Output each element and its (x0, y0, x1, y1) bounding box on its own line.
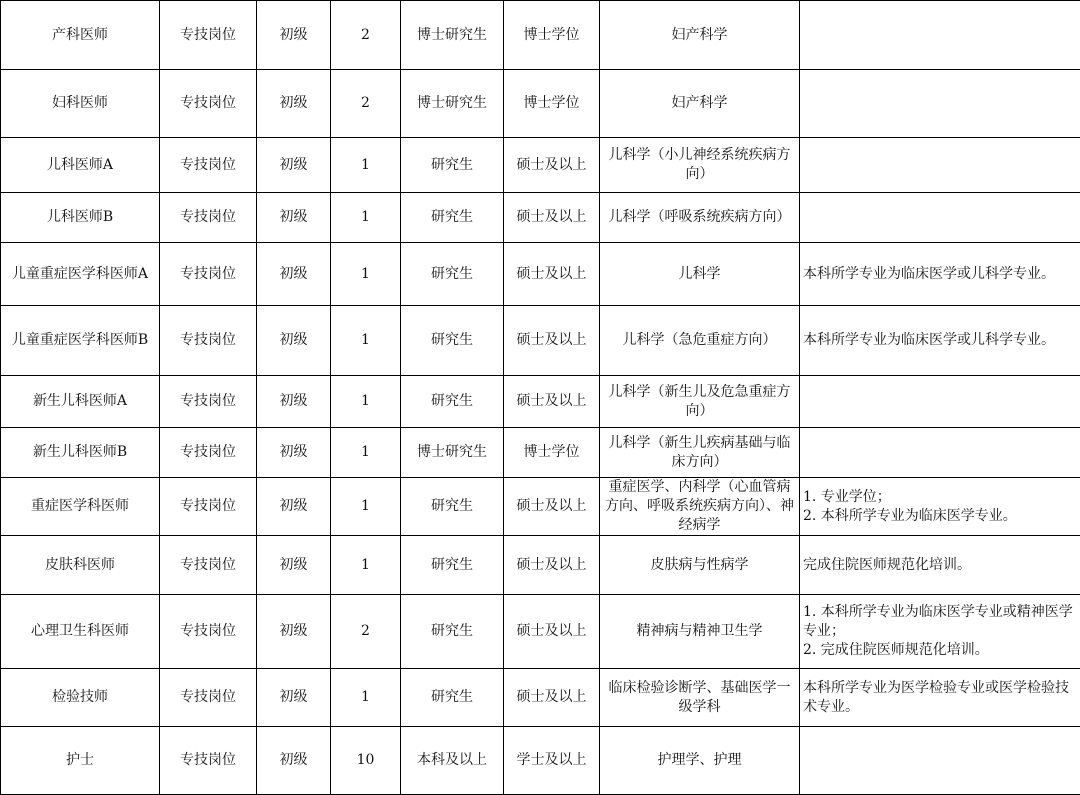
degree-cell: 博士学位 (504, 428, 600, 478)
education-cell: 研究生 (401, 193, 504, 243)
note-cell: 本科所学专业为医学检验专业或医学检验技术专业。 (800, 669, 1080, 727)
note-cell: 本科所学专业为临床医学或儿科学专业。 (800, 243, 1080, 306)
count-cell: 2 (331, 70, 401, 138)
table-row (1, 243, 1080, 306)
position-cell: 心理卫生科医师 (1, 595, 160, 669)
degree-cell: 硕士及以上 (504, 478, 600, 536)
degree-cell: 博士学位 (504, 70, 600, 138)
note-cell (800, 428, 1080, 478)
table-row (1, 669, 1080, 727)
position-cell: 妇科医师 (1, 70, 160, 138)
level-cell: 初级 (257, 243, 331, 306)
note-cell: 1. 专业学位； 2. 本科所学专业为临床医学专业。 (800, 478, 1080, 536)
education-cell: 博士研究生 (401, 70, 504, 138)
education-cell: 研究生 (401, 595, 504, 669)
degree-cell: 硕士及以上 (504, 306, 600, 376)
level-cell: 初级 (257, 70, 331, 138)
position-cell: 重症医学科医师 (1, 478, 160, 536)
count-cell: 1 (331, 376, 401, 428)
note-cell (800, 1, 1080, 70)
table-body (1, 1, 1080, 795)
position-cell: 儿科医师A (1, 138, 160, 193)
level-cell: 初级 (257, 478, 331, 536)
category-cell: 专技岗位 (160, 1, 257, 70)
category-cell: 专技岗位 (160, 478, 257, 536)
major-cell: 妇产科学 (600, 70, 800, 138)
table-row (1, 727, 1080, 795)
major-cell: 儿科学 (600, 243, 800, 306)
education-cell: 博士研究生 (401, 428, 504, 478)
major-cell: 重症医学、内科学（心血管病方向、呼吸系统疾病方向）、神经病学 (600, 478, 800, 536)
education-cell: 研究生 (401, 138, 504, 193)
major-cell: 儿科学（呼吸系统疾病方向） (600, 193, 800, 243)
major-cell: 精神病与精神卫生学 (600, 595, 800, 669)
note-cell: 完成住院医师规范化培训。 (800, 536, 1080, 595)
category-cell: 专技岗位 (160, 193, 257, 243)
major-cell: 儿科学（新生儿及危急重症方向） (600, 376, 800, 428)
category-cell: 专技岗位 (160, 727, 257, 795)
count-cell: 10 (331, 727, 401, 795)
position-cell: 儿童重症医学科医师A (1, 243, 160, 306)
level-cell: 初级 (257, 376, 331, 428)
major-cell: 护理学、护理 (600, 727, 800, 795)
level-cell: 初级 (257, 1, 331, 70)
table-row (1, 306, 1080, 376)
count-cell: 1 (331, 138, 401, 193)
degree-cell: 硕士及以上 (504, 193, 600, 243)
major-cell: 儿科学（急危重症方向） (600, 306, 800, 376)
education-cell: 本科及以上 (401, 727, 504, 795)
note-cell (800, 376, 1080, 428)
degree-cell: 硕士及以上 (504, 243, 600, 306)
count-cell: 1 (331, 243, 401, 306)
table-row (1, 478, 1080, 536)
count-cell: 1 (331, 478, 401, 536)
table-row (1, 193, 1080, 243)
count-cell: 1 (331, 306, 401, 376)
major-cell: 妇产科学 (600, 1, 800, 70)
table-row (1, 1, 1080, 70)
degree-cell: 硕士及以上 (504, 536, 600, 595)
position-cell: 产科医师 (1, 1, 160, 70)
degree-cell: 学士及以上 (504, 727, 600, 795)
position-cell: 新生儿科医师A (1, 376, 160, 428)
position-cell: 新生儿科医师B (1, 428, 160, 478)
note-cell (800, 727, 1080, 795)
table-row (1, 428, 1080, 478)
level-cell: 初级 (257, 138, 331, 193)
category-cell: 专技岗位 (160, 243, 257, 306)
table-row (1, 376, 1080, 428)
level-cell: 初级 (257, 193, 331, 243)
level-cell: 初级 (257, 595, 331, 669)
education-cell: 研究生 (401, 536, 504, 595)
note-cell (800, 193, 1080, 243)
category-cell: 专技岗位 (160, 138, 257, 193)
count-cell: 1 (331, 536, 401, 595)
education-cell: 研究生 (401, 669, 504, 727)
education-cell: 研究生 (401, 478, 504, 536)
education-cell: 研究生 (401, 306, 504, 376)
category-cell: 专技岗位 (160, 595, 257, 669)
position-cell: 检验技师 (1, 669, 160, 727)
category-cell: 专技岗位 (160, 306, 257, 376)
education-cell: 博士研究生 (401, 1, 504, 70)
position-cell: 儿童重症医学科医师B (1, 306, 160, 376)
count-cell: 1 (331, 193, 401, 243)
category-cell: 专技岗位 (160, 428, 257, 478)
degree-cell: 博士学位 (504, 1, 600, 70)
count-cell: 2 (331, 595, 401, 669)
count-cell: 1 (331, 428, 401, 478)
table-row (1, 138, 1080, 193)
category-cell: 专技岗位 (160, 376, 257, 428)
note-cell: 本科所学专业为临床医学或儿科学专业。 (800, 306, 1080, 376)
degree-cell: 硕士及以上 (504, 595, 600, 669)
major-cell: 皮肤病与性病学 (600, 536, 800, 595)
education-cell: 研究生 (401, 243, 504, 306)
table-row (1, 70, 1080, 138)
note-cell (800, 70, 1080, 138)
category-cell: 专技岗位 (160, 669, 257, 727)
category-cell: 专技岗位 (160, 70, 257, 138)
level-cell: 初级 (257, 669, 331, 727)
major-cell: 临床检验诊断学、基础医学一级学科 (600, 669, 800, 727)
count-cell: 2 (331, 1, 401, 70)
level-cell: 初级 (257, 727, 331, 795)
degree-cell: 硕士及以上 (504, 669, 600, 727)
table-row (1, 536, 1080, 595)
major-cell: 儿科学（小儿神经系统疾病方向） (600, 138, 800, 193)
major-cell: 儿科学（新生儿疾病基础与临床方向） (600, 428, 800, 478)
category-cell: 专技岗位 (160, 536, 257, 595)
count-cell: 1 (331, 669, 401, 727)
table-row (1, 595, 1080, 669)
level-cell: 初级 (257, 306, 331, 376)
level-cell: 初级 (257, 428, 331, 478)
note-cell: 1. 本科所学专业为临床医学专业或精神医学专业； 2. 完成住院医师规范化培训。 (800, 595, 1080, 669)
degree-cell: 硕士及以上 (504, 138, 600, 193)
degree-cell: 硕士及以上 (504, 376, 600, 428)
level-cell: 初级 (257, 536, 331, 595)
position-cell: 儿科医师B (1, 193, 160, 243)
position-cell: 护士 (1, 727, 160, 795)
note-cell (800, 138, 1080, 193)
education-cell: 研究生 (401, 376, 504, 428)
position-cell: 皮肤科医师 (1, 536, 160, 595)
